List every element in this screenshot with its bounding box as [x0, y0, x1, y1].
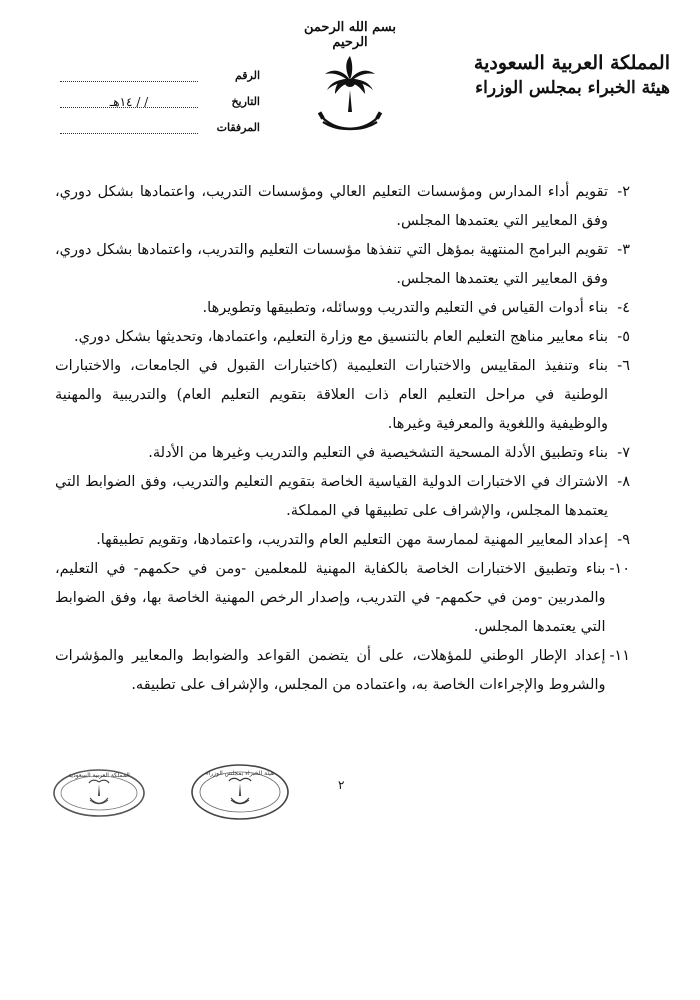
- page-number: ٢: [338, 778, 345, 792]
- item-number: ١٠-: [609, 561, 630, 577]
- item-text: بناء وتطبيق الاختبارات الخاصة بالكفاية المهنية للمعلمين -ومن في حكمهم- في التعليم، والمدربين -ومن في حكمهم- في التدريب، وإصدار الرخص المهنية الخاصة بها، وفق الضوابط التي يعتمدها المجلس.: [55, 561, 606, 635]
- item-text: تقويم أداء المدارس ومؤسسات التعليم العالي ومؤسسات التدريب، واعتمادها بشكل دوري، وفق المعايير التي يعتمدها المجلس.: [55, 184, 608, 229]
- org-authority: هيئة الخبراء بمجلس الوزراء: [475, 78, 670, 98]
- list-item: [55, 642, 630, 700]
- item-number: ٥-: [617, 329, 630, 345]
- item-number: ٧-: [617, 445, 630, 461]
- item-number: ٨-: [617, 474, 630, 490]
- list-item: [55, 294, 630, 323]
- meta-attachments-label: المرفقات: [216, 121, 260, 134]
- seal-right-text: هيئة الخبراء بمجلس الوزراء: [205, 770, 275, 777]
- org-country: المملكة العربية السعودية: [473, 52, 670, 74]
- basmala: بسم الله الرحمن الرحيم: [304, 20, 396, 50]
- item-text: تقويم البرامج المنتهية بمؤهل التي تنفذها مؤسسات التعليم والتدريب، واعتمادها بشكل دوري، وفق المعايير التي يعتمدها المجلس.: [55, 242, 608, 287]
- item-text: إعداد المعايير المهنية لممارسة مهن التعليم العام والتدريب، واعتمادها، وتقويم تطبيقها.: [96, 532, 608, 548]
- list-item: [55, 468, 630, 526]
- meta-date-row: [60, 82, 260, 108]
- list-item: [55, 236, 630, 294]
- official-seal-left-icon: [52, 768, 146, 818]
- item-number: ٩-: [617, 532, 630, 548]
- meta-attachments-row: [60, 108, 260, 134]
- item-text: الاشتراك في الاختبارات الدولية القياسية الخاصة بتقويم التعليم والتدريب، وفق الضوابط التي يعتمدها المجلس، والإشراف على تطبيقها في المملكة.: [55, 474, 608, 519]
- document-body: [55, 178, 630, 700]
- meta-date-field: / / ١٤هـ: [60, 95, 198, 108]
- list-item: [55, 439, 630, 468]
- item-text: بناء وتطبيق الأدلة المسحية التشخيصية في التعليم والتدريب وغيرها من الأدلة.: [148, 445, 608, 461]
- meta-ref-label: الرقم: [234, 69, 260, 82]
- list-item: [55, 555, 630, 642]
- item-number: ٦-: [617, 358, 630, 374]
- palm-and-crossed-swords-icon: [315, 50, 385, 138]
- list-item: [55, 352, 630, 439]
- item-text: بناء أدوات القياس في التعليم والتدريب ووسائله، وتطبيقها وتطويرها.: [202, 300, 608, 316]
- item-text: إعداد الإطار الوطني للمؤهلات، على أن يتضمن القواعد والضوابط والمعايير والمؤشرات والشروط والإجراءات الخاصة به، واعتماده من المجلس، والإشراف على تطبيقه.: [55, 648, 606, 693]
- list-item: [55, 526, 630, 555]
- meta-date-label: التاريخ: [231, 95, 260, 108]
- document-meta: [60, 56, 260, 134]
- item-number: ٤-: [617, 300, 630, 316]
- seal-left-text: المملكة العربية السعودية: [68, 772, 130, 779]
- item-number: ٣-: [617, 242, 630, 258]
- organization-header: [400, 52, 670, 98]
- official-seal-right-icon: [190, 763, 290, 821]
- meta-ref-row: [60, 56, 260, 82]
- item-number: ٢-: [617, 184, 630, 200]
- meta-ref-field: [60, 69, 198, 82]
- item-text: بناء وتنفيذ المقاييس والاختبارات التعليمية (كاختبارات القبول في الجامعات، والاختبارات الوطنية في مراحل التعليم العام ذات العلاقة بتقويم التعليم العام) والتدريبية والمهنية والوظيفية واللغوية والمعرفية وغيرها.: [55, 358, 608, 432]
- item-number: ١١-: [609, 648, 630, 664]
- list-item: [55, 178, 630, 236]
- item-text: بناء معايير مناهج التعليم العام بالتنسيق مع وزارة التعليم، واعتمادها، وتحديثها بشكل دوري.: [73, 329, 608, 345]
- list-item: [55, 323, 630, 352]
- meta-attachments-field: [60, 121, 198, 134]
